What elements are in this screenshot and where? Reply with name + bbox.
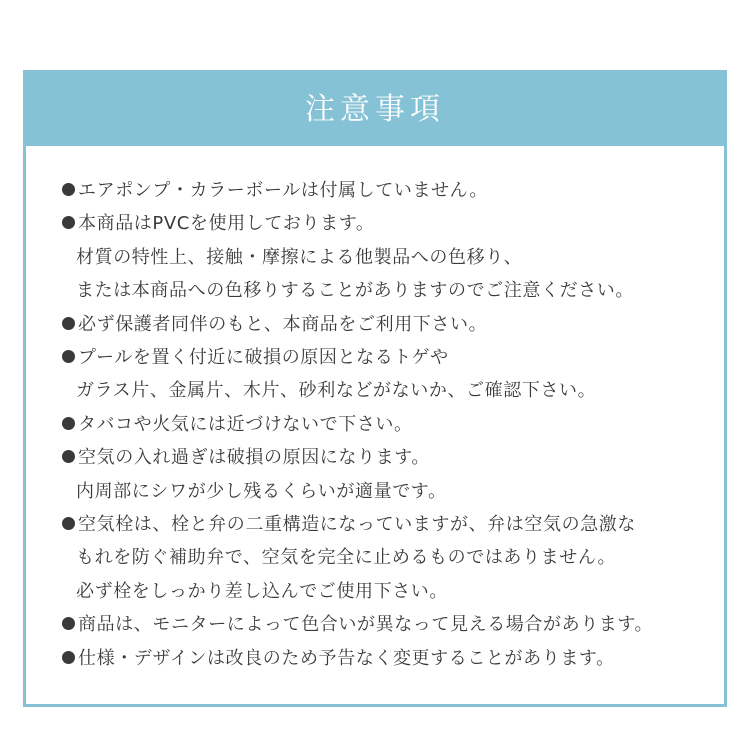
notice-line: 空気の入れ過ぎは破損の原因になります。 xyxy=(78,447,430,469)
notice-list xyxy=(62,174,716,675)
notice-line: 必ず栓をしっかり差し込んでご使用下さい。 xyxy=(76,580,448,602)
bullet-icon xyxy=(62,216,75,229)
notice-line: 本商品はPVCを使用しております。 xyxy=(78,213,375,235)
notice-item xyxy=(62,308,716,341)
notice-item xyxy=(62,508,716,608)
bullet-icon xyxy=(62,350,75,363)
bullet-icon xyxy=(62,617,75,630)
bullet-icon xyxy=(62,317,75,330)
notice-line: 空気栓は、栓と弁の二重構造になっていますが、弁は空気の急激な xyxy=(78,514,636,536)
bullet-icon xyxy=(62,651,75,664)
notice-line: または本商品への色移りすることがありますのでご注意ください。 xyxy=(76,280,634,302)
notice-item xyxy=(62,441,716,508)
notice-title: 注意事項 xyxy=(305,91,445,127)
notice-line: 材質の特性上、接触・摩擦による他製品への色移り、 xyxy=(76,246,523,268)
notice-line: エアポンプ・カラーボールは付属していません。 xyxy=(78,180,488,201)
notice-item xyxy=(62,608,716,641)
bullet-icon xyxy=(62,517,75,530)
notice-line: プールを置く付近に破損の原因となるトゲや xyxy=(78,347,449,369)
notice-line: もれを防ぐ補助弁で、空気を完全に止めるものではありません。 xyxy=(76,547,617,569)
notice-item xyxy=(62,642,716,675)
bullet-icon xyxy=(62,450,75,463)
bullet-icon xyxy=(62,183,75,196)
notice-box xyxy=(23,70,727,707)
notice-line: 商品は、モニターによって色合いが異なって見える場合があります。 xyxy=(78,614,654,636)
notice-line: タバコや火気には近づけないで下さい。 xyxy=(78,413,413,435)
notice-header xyxy=(26,73,724,146)
notice-item xyxy=(62,341,716,408)
notice-item xyxy=(62,408,716,441)
notice-line: 内周部にシワが少し残るくらいが適量です。 xyxy=(76,480,447,502)
bullet-icon xyxy=(62,417,75,430)
notice-line: 仕様・デザインは改良のため予告なく変更することがあります。 xyxy=(78,647,615,669)
notice-item xyxy=(62,207,716,307)
notice-line: 必ず保護者同伴のもと、本商品をご利用下さい。 xyxy=(78,313,488,335)
notice-line: ガラス片、金属片、木片、砂利などがないか、ご確認下さい。 xyxy=(76,380,597,402)
notice-item xyxy=(62,174,716,207)
